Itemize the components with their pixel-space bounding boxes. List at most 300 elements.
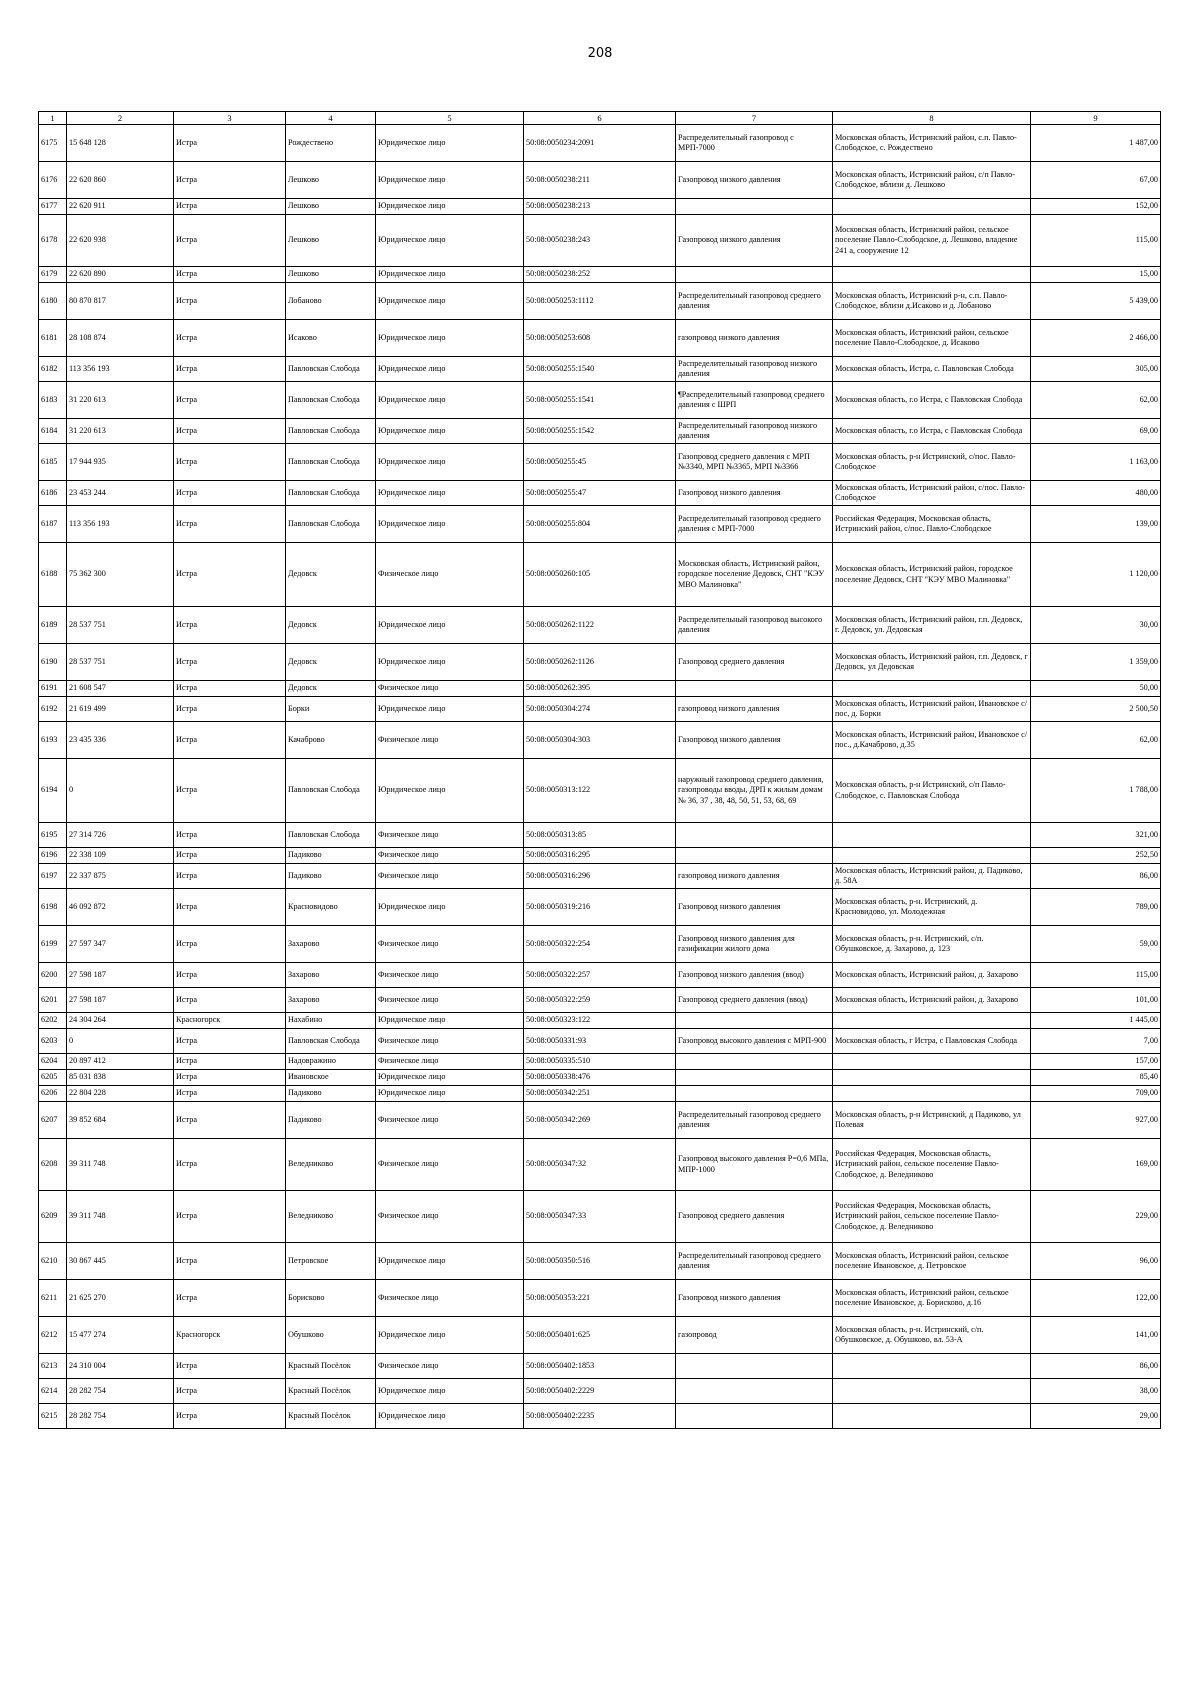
cell-val: 480,00 [1031,481,1161,506]
table-row [39,759,1161,823]
cell-addr: Московская область, Истринский район, с.п. Павло-Слободское, с. Рождествено [833,125,1031,162]
cell-desc: газопровод низкого давления [676,697,833,722]
cell-city: Истра [174,1029,286,1054]
cell-owner: Юридическое лицо [376,1243,524,1280]
cell-cad: 50:08:0050353:221 [524,1280,676,1317]
page-number: 208 [587,46,613,61]
cell-desc [676,823,833,848]
cell-cad: 50:08:0050262:1126 [524,644,676,681]
cell-owner: Физическое лицо [376,1054,524,1070]
cell-loc: Борки [286,697,376,722]
cell-addr: Московская область, Истринский район, Ивановское с/пос, д. Борки [833,697,1031,722]
cell-val: 789,00 [1031,889,1161,926]
cell-owner: Юридическое лицо [376,357,524,382]
table-row [39,162,1161,199]
cell-val: 1 487,00 [1031,125,1161,162]
cell-loc: Павловская Слобода [286,419,376,444]
cell-loc: Лешково [286,162,376,199]
cell-val: 1 788,00 [1031,759,1161,823]
column-header: 1 [39,112,67,125]
cell-cad: 50:08:0050347:32 [524,1139,676,1191]
cell-loc: Петровское [286,1243,376,1280]
cell-owner: Юридическое лицо [376,759,524,823]
header-row [39,112,1161,125]
cell-addr: Московская область, р-н Истринский, с/п Павло-Слободское, с. Павловская Слобода [833,759,1031,823]
cell-cad: 50:08:0050253:1112 [524,283,676,320]
cell-desc: Газопровод низкого давления [676,481,833,506]
table-row [39,267,1161,283]
cell-n: 6195 [39,823,67,848]
cell-cad: 50:08:0050338:476 [524,1070,676,1086]
cell-cad: 50:08:0050255:804 [524,506,676,543]
cell-n: 6190 [39,644,67,681]
cell-cad: 50:08:0050262:395 [524,681,676,697]
cell-addr: Московская область, Истринский район, Ивановское с/пос., д.Качаброво, д.35 [833,722,1031,759]
cell-addr: Московская область, р-н. Истринский, с/п. Обушковское, д. Захарово, д. 123 [833,926,1031,963]
cell-n: 6180 [39,283,67,320]
cell-val: 15,00 [1031,267,1161,283]
cell-num: 113 356 193 [67,357,174,382]
cell-city: Истра [174,1354,286,1379]
cell-desc: газопровод низкого давления [676,864,833,889]
cell-num: 0 [67,759,174,823]
table-row [39,215,1161,267]
cell-num: 85 031 838 [67,1070,174,1086]
cell-loc: Нахабино [286,1013,376,1029]
table-row [39,320,1161,357]
cell-num: 28 537 751 [67,607,174,644]
cell-n: 6209 [39,1191,67,1243]
cell-num: 21 619 499 [67,697,174,722]
cell-cad: 50:08:0050304:303 [524,722,676,759]
cell-addr: Московская область, Истринский район, городское поселение Дедовск, СНТ "КЭУ МВО Малиновка" [833,543,1031,607]
cell-owner: Юридическое лицо [376,1379,524,1404]
table-row [39,1139,1161,1191]
cell-num: 22 804 228 [67,1086,174,1102]
cell-desc: Распределительный газопровод среднего давления [676,283,833,320]
cell-val: 62,00 [1031,382,1161,419]
cell-loc: Павловская Слобода [286,506,376,543]
cell-n: 6206 [39,1086,67,1102]
cell-loc: Павловская Слобода [286,1029,376,1054]
cell-val: 96,00 [1031,1243,1161,1280]
cell-city: Истра [174,963,286,988]
cell-desc: Московская область, Истринский район, городское поселение Дедовск, СНТ "КЭУ МВО Малиновка" [676,543,833,607]
table-row [39,444,1161,481]
cell-cad: 50:08:0050331:93 [524,1029,676,1054]
cell-city: Истра [174,681,286,697]
cell-desc [676,267,833,283]
cell-cad: 50:08:0050350:516 [524,1243,676,1280]
cell-n: 6214 [39,1379,67,1404]
cell-desc [676,1354,833,1379]
cell-city: Истра [174,162,286,199]
cell-loc: Падиково [286,1102,376,1139]
table-row [39,823,1161,848]
cell-cad: 50:08:0050319:216 [524,889,676,926]
cell-n: 6192 [39,697,67,722]
cell-loc: Веледниково [286,1139,376,1191]
cell-cad: 50:08:0050335:510 [524,1054,676,1070]
table-row [39,644,1161,681]
cell-city: Истра [174,988,286,1013]
cell-cad: 50:08:0050238:252 [524,267,676,283]
cell-loc: Дедовск [286,681,376,697]
cell-num: 22 338 109 [67,848,174,864]
cell-addr: Московская область, г.о Истра, с Павловская Слобода [833,382,1031,419]
cell-n: 6208 [39,1139,67,1191]
cell-owner: Физическое лицо [376,926,524,963]
table-row [39,125,1161,162]
cell-num: 24 304 264 [67,1013,174,1029]
cell-addr [833,1054,1031,1070]
table-row [39,681,1161,697]
cell-n: 6191 [39,681,67,697]
cell-loc: Падиково [286,1086,376,1102]
table-row [39,1191,1161,1243]
cell-loc: Падиково [286,864,376,889]
table-row [39,1404,1161,1429]
cell-addr: Московская область, Истринский район, сельское поселение Павло-Слободское, д. Лешково, владение 241 а, сооружение 12 [833,215,1031,267]
table-row [39,1013,1161,1029]
cell-n: 6210 [39,1243,67,1280]
cell-n: 6198 [39,889,67,926]
cell-n: 6189 [39,607,67,644]
cell-val: 1 120,00 [1031,543,1161,607]
cell-city: Истра [174,1191,286,1243]
cell-n: 6205 [39,1070,67,1086]
cell-val: 50,00 [1031,681,1161,697]
cell-n: 6187 [39,506,67,543]
cell-desc [676,1013,833,1029]
cell-val: 157,00 [1031,1054,1161,1070]
cell-num: 20 897 412 [67,1054,174,1070]
table-row [39,1086,1161,1102]
cell-addr [833,1379,1031,1404]
cell-num: 23 453 244 [67,481,174,506]
cell-desc [676,1070,833,1086]
table-row [39,382,1161,419]
column-header: 4 [286,112,376,125]
cell-owner: Юридическое лицо [376,1086,524,1102]
cell-loc: Обушково [286,1317,376,1354]
registry-table [38,111,1161,1429]
cell-owner: Юридическое лицо [376,162,524,199]
cell-addr: Московская область, Истринский район, сельское поселение Ивановское, д. Борисково, д.16 [833,1280,1031,1317]
cell-n: 6200 [39,963,67,988]
cell-owner: Юридическое лицо [376,267,524,283]
cell-owner: Физическое лицо [376,1354,524,1379]
cell-cad: 50:08:0050401:625 [524,1317,676,1354]
table-row [39,1280,1161,1317]
cell-owner: Физическое лицо [376,848,524,864]
cell-num: 28 282 754 [67,1404,174,1429]
cell-num: 28 537 751 [67,644,174,681]
cell-desc: Распределительный газопровод низкого давления [676,357,833,382]
cell-num: 30 867 445 [67,1243,174,1280]
column-header: 2 [67,112,174,125]
cell-loc: Красновидово [286,889,376,926]
cell-val: 5 439,00 [1031,283,1161,320]
cell-loc: Надовражино [286,1054,376,1070]
cell-n: 6181 [39,320,67,357]
cell-cad: 50:08:0050255:1541 [524,382,676,419]
cell-loc: Захарово [286,988,376,1013]
cell-addr [833,1013,1031,1029]
cell-owner: Юридическое лицо [376,889,524,926]
cell-num: 22 337 875 [67,864,174,889]
cell-owner: Юридическое лицо [376,215,524,267]
cell-loc: Красный Посёлок [286,1404,376,1429]
cell-cad: 50:08:0050255:1542 [524,419,676,444]
cell-val: 101,00 [1031,988,1161,1013]
cell-owner: Юридическое лицо [376,481,524,506]
cell-n: 6207 [39,1102,67,1139]
cell-addr: Московская область, Истринский район, сельское поселение Ивановское, д. Петровское [833,1243,1031,1280]
cell-num: 75 362 300 [67,543,174,607]
cell-loc: Павловская Слобода [286,759,376,823]
cell-num: 31 220 613 [67,419,174,444]
cell-desc: Газопровод среднего давления с МРП №3340, МРП №3365, МРП №3366 [676,444,833,481]
cell-desc: Газопровод среднего давления (ввод) [676,988,833,1013]
cell-n: 6201 [39,988,67,1013]
cell-desc: Распределительный газопровод высокого давления [676,607,833,644]
cell-owner: Физическое лицо [376,1191,524,1243]
cell-owner: Юридическое лицо [376,506,524,543]
cell-owner: Юридическое лицо [376,419,524,444]
cell-val: 62,00 [1031,722,1161,759]
cell-cad: 50:08:0050234:2091 [524,125,676,162]
cell-loc: Ивановское [286,1070,376,1086]
table-row [39,864,1161,889]
cell-val: 252,50 [1031,848,1161,864]
cell-desc [676,848,833,864]
table-row [39,481,1161,506]
cell-desc [676,1086,833,1102]
cell-city: Истра [174,1139,286,1191]
cell-cad: 50:08:0050323:122 [524,1013,676,1029]
cell-val: 169,00 [1031,1139,1161,1191]
cell-num: 22 620 911 [67,199,174,215]
cell-num: 80 870 817 [67,283,174,320]
cell-addr [833,1086,1031,1102]
cell-desc [676,1054,833,1070]
table-row [39,1054,1161,1070]
cell-desc [676,1404,833,1429]
cell-desc: газопровод низкого давления [676,320,833,357]
cell-n: 6211 [39,1280,67,1317]
cell-city: Истра [174,1086,286,1102]
table-row [39,1070,1161,1086]
cell-cad: 50:08:0050316:295 [524,848,676,864]
cell-owner: Юридическое лицо [376,697,524,722]
cell-desc: Распределительный газопровод среднего давления [676,1243,833,1280]
column-header: 9 [1031,112,1161,125]
cell-val: 115,00 [1031,963,1161,988]
cell-n: 6196 [39,848,67,864]
cell-cad: 50:08:0050255:1540 [524,357,676,382]
cell-cad: 50:08:0050402:2235 [524,1404,676,1429]
cell-num: 17 944 935 [67,444,174,481]
cell-num: 21 625 270 [67,1280,174,1317]
cell-val: 122,00 [1031,1280,1161,1317]
cell-addr: Московская область, г Истра, с Павловская Слобода [833,1029,1031,1054]
cell-n: 6175 [39,125,67,162]
cell-val: 85,40 [1031,1070,1161,1086]
cell-loc: Захарово [286,963,376,988]
cell-addr: Московская область, Истринский район, сельское поселение Павло-Слободское, д. Исаково [833,320,1031,357]
cell-addr: Московская область, р-н Истринский, д Падиково, ул Полевая [833,1102,1031,1139]
cell-n: 6212 [39,1317,67,1354]
cell-desc: Газопровод низкого давления [676,722,833,759]
cell-addr: Московская область, г.о Истра, с Павловская Слобода [833,419,1031,444]
cell-cad: 50:08:0050342:269 [524,1102,676,1139]
cell-addr: Российская Федерация, Московская область, Истринский район, сельское поселение Павло-Слободское, д. Веледниково [833,1139,1031,1191]
cell-n: 6184 [39,419,67,444]
cell-n: 6194 [39,759,67,823]
cell-val: 59,00 [1031,926,1161,963]
cell-city: Истра [174,926,286,963]
cell-cad: 50:08:0050260:105 [524,543,676,607]
cell-loc: Исаково [286,320,376,357]
cell-city: Истра [174,419,286,444]
cell-owner: Физическое лицо [376,988,524,1013]
table-row [39,1354,1161,1379]
cell-city: Истра [174,320,286,357]
cell-val: 2 466,00 [1031,320,1161,357]
cell-loc: Павловская Слобода [286,823,376,848]
cell-desc: Газопровод низкого давления для газификации жилого дома [676,926,833,963]
cell-val: 927,00 [1031,1102,1161,1139]
cell-cad: 50:08:0050253:608 [524,320,676,357]
cell-owner: Физическое лицо [376,681,524,697]
cell-desc: Газопровод низкого давления [676,889,833,926]
cell-city: Истра [174,506,286,543]
column-header: 6 [524,112,676,125]
cell-desc: Газопровод высокого давления Р=0,6 МПа, МПР-1000 [676,1139,833,1191]
cell-desc [676,1379,833,1404]
cell-num: 15 477 274 [67,1317,174,1354]
cell-num: 46 092 872 [67,889,174,926]
cell-addr: Московская область, Истринский район, д. Захарово [833,988,1031,1013]
cell-owner: Юридическое лицо [376,199,524,215]
cell-cad: 50:08:0050322:259 [524,988,676,1013]
cell-num: 27 597 347 [67,926,174,963]
cell-val: 30,00 [1031,607,1161,644]
cell-desc: Распределительный газопровод среднего давления с МРП-7000 [676,506,833,543]
cell-city: Истра [174,357,286,382]
cell-city: Истра [174,1243,286,1280]
table-row [39,607,1161,644]
cell-num: 22 620 860 [67,162,174,199]
cell-cad: 50:08:0050255:45 [524,444,676,481]
cell-n: 6183 [39,382,67,419]
cell-cad: 50:08:0050238:243 [524,215,676,267]
table-body [39,125,1161,1429]
cell-num: 27 314 726 [67,823,174,848]
cell-owner: Юридическое лицо [376,644,524,681]
cell-loc: Веледниково [286,1191,376,1243]
cell-num: 39 311 748 [67,1139,174,1191]
cell-city: Истра [174,543,286,607]
cell-city: Красногорск [174,1013,286,1029]
table-row [39,543,1161,607]
cell-owner: Физическое лицо [376,1102,524,1139]
cell-owner: Юридическое лицо [376,607,524,644]
cell-loc: Качаброво [286,722,376,759]
cell-city: Истра [174,125,286,162]
cell-desc [676,681,833,697]
cell-cad: 50:08:0050322:254 [524,926,676,963]
cell-loc: Павловская Слобода [286,357,376,382]
cell-addr [833,1070,1031,1086]
cell-owner: Физическое лицо [376,1029,524,1054]
cell-owner: Физическое лицо [376,722,524,759]
cell-addr [833,199,1031,215]
cell-val: 709,00 [1031,1086,1161,1102]
cell-addr [833,681,1031,697]
cell-desc: наружный газопровод среднего давления, газопроводы вводы, ДРП к жилым домам № 36, 37 , 38, 48, 50, 51, 53, 68, 69 [676,759,833,823]
cell-loc: Павловская Слобода [286,481,376,506]
cell-val: 1 163,00 [1031,444,1161,481]
cell-owner: Юридическое лицо [376,1013,524,1029]
cell-city: Истра [174,644,286,681]
table-row [39,988,1161,1013]
cell-city: Истра [174,1404,286,1429]
cell-cad: 50:08:0050262:1122 [524,607,676,644]
cell-val: 38,00 [1031,1379,1161,1404]
cell-desc: газопровод [676,1317,833,1354]
cell-loc: Лобаново [286,283,376,320]
cell-desc: ¶Распределительный газопровод среднего давления с ШРП [676,382,833,419]
cell-desc: Газопровод среднего давления [676,644,833,681]
cell-owner: Юридическое лицо [376,283,524,320]
table-row [39,848,1161,864]
cell-desc: Газопровод высокого давления с МРП-900 [676,1029,833,1054]
column-header: 8 [833,112,1031,125]
cell-desc: Распределительный газопровод низкого давления [676,419,833,444]
table-row [39,1317,1161,1354]
table-row [39,506,1161,543]
cell-addr: Московская область, Истринский район, с/пос. Павло-Слободское [833,481,1031,506]
cell-cad: 50:08:0050238:211 [524,162,676,199]
cell-cad: 50:08:0050342:251 [524,1086,676,1102]
cell-city: Истра [174,283,286,320]
cell-num: 31 220 613 [67,382,174,419]
cell-addr: Московская область, Истринский район, г.п. Дедовск, г Дедовск, ул Дедовская [833,644,1031,681]
cell-addr: Московская область, р-н. Истринский, с/п. Обушковское, д. Обушково, вл. 53-А [833,1317,1031,1354]
cell-loc: Лешково [286,199,376,215]
cell-owner: Юридическое лицо [376,382,524,419]
table-row [39,1379,1161,1404]
cell-addr: Московская область, Истринский район, д. Падиково, д. 58А [833,864,1031,889]
cell-num: 15 648 128 [67,125,174,162]
cell-val: 141,00 [1031,1317,1161,1354]
cell-addr [833,267,1031,283]
cell-n: 6199 [39,926,67,963]
cell-cad: 50:08:0050316:296 [524,864,676,889]
cell-num: 23 435 336 [67,722,174,759]
cell-num: 21 608 547 [67,681,174,697]
cell-loc: Красный Посёлок [286,1379,376,1404]
cell-val: 321,00 [1031,823,1161,848]
cell-val: 86,00 [1031,1354,1161,1379]
cell-city: Истра [174,444,286,481]
cell-val: 2 500,50 [1031,697,1161,722]
cell-owner: Физическое лицо [376,1280,524,1317]
cell-loc: Красный Посёлок [286,1354,376,1379]
cell-num: 39 852 684 [67,1102,174,1139]
